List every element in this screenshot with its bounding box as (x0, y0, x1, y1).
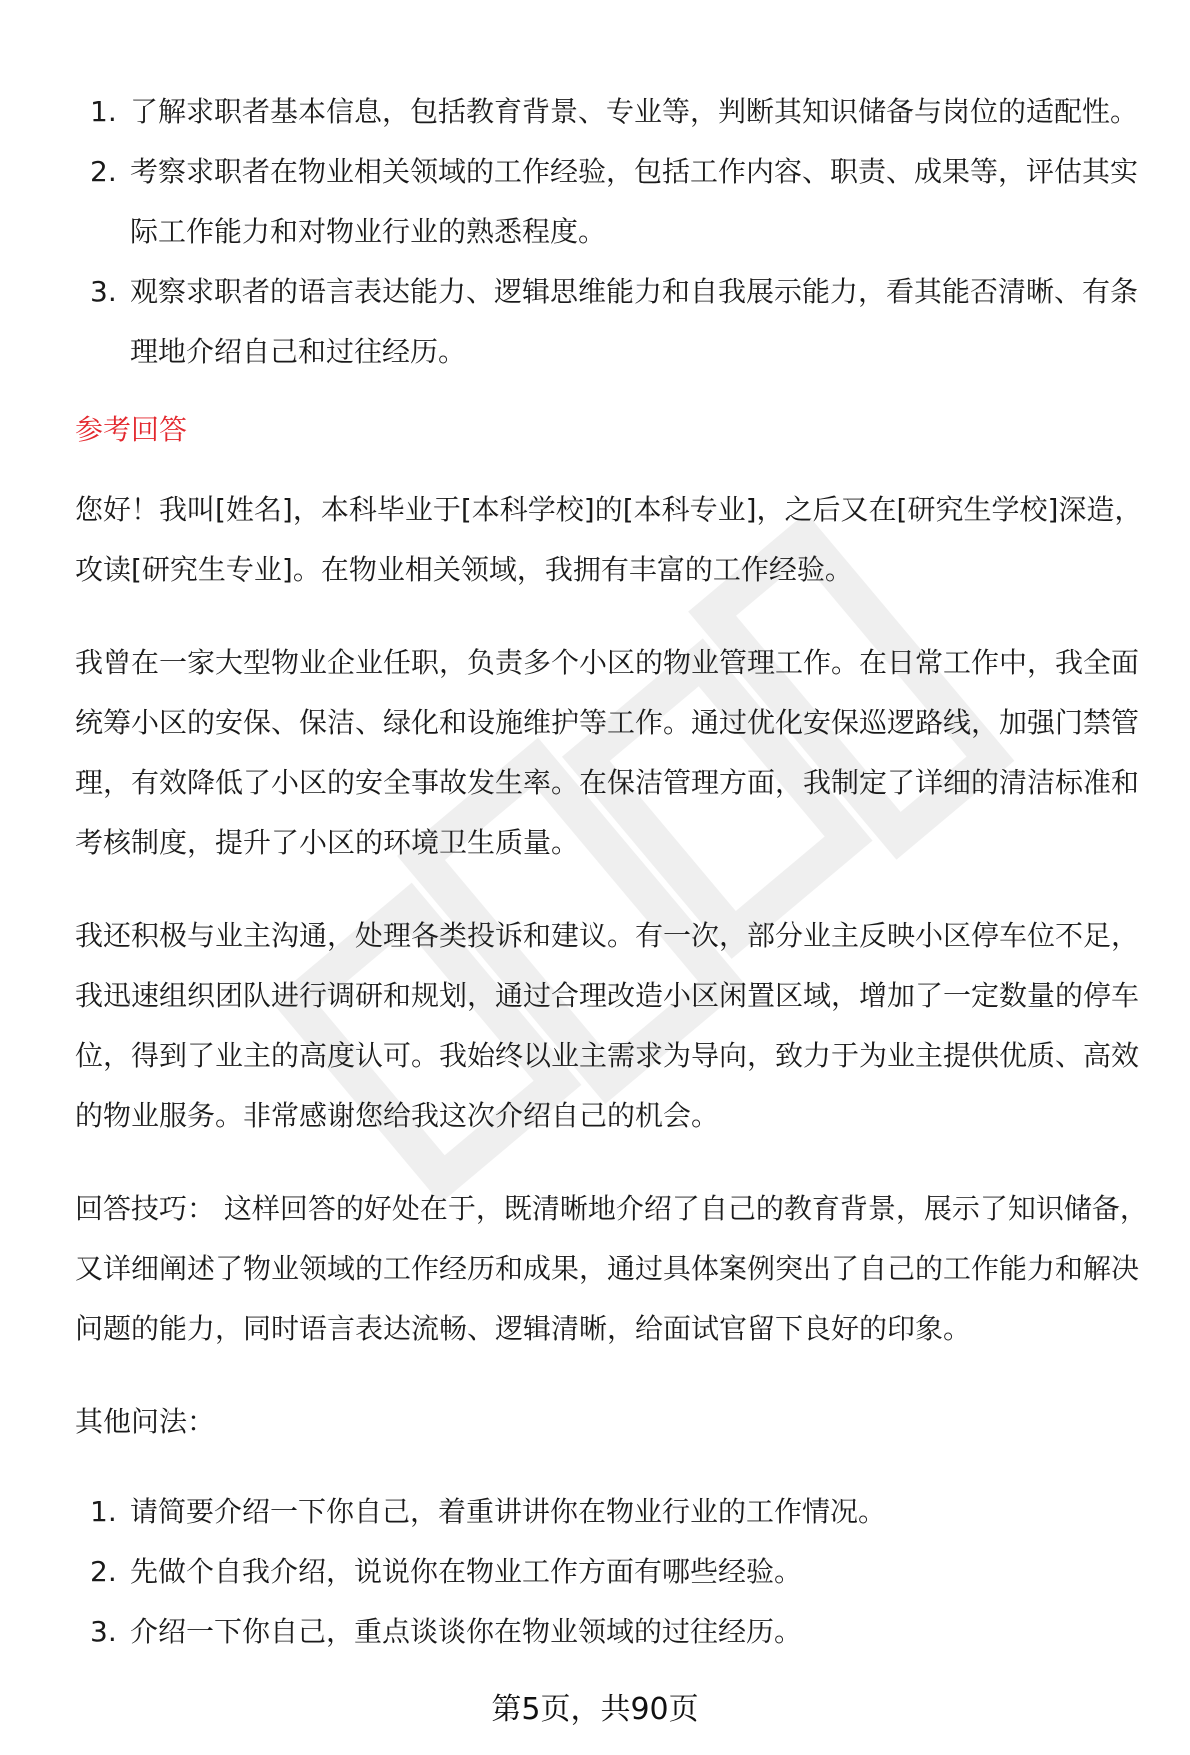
list-item-text: 先做个自我介绍，说说你在物业工作方面有哪些经验。 (130, 1555, 803, 1588)
tips-paragraph: 回答技巧： 这样回答的好处在于，既清晰地介绍了自己的教育背景，展示了知识储备，又详细阐述了物业领域的工作经历和成果，通过具体案例突出了自己的工作能力和解决问题的能力，同时语言表达流畅、逻辑清晰，给面试官留下良好的印象。 (75, 1192, 1148, 1345)
list-number: 1. (90, 1495, 117, 1528)
answer-paragraph: 我曾在一家大型物业企业任职，负责多个小区的物业管理工作。在日常工作中，我全面统筹小区的安保、保洁、绿化和设施维护等工作。通过优化安保巡逻路线，加强门禁管理，有效降低了小区的安全事故发生率。在保洁管理方面，我制定了详细的清洁标准和考核制度，提升了小区的环境卫生质量。 (75, 646, 1140, 859)
answer-paragraph: 您好！我叫[姓名]，本科毕业于[本科学校]的[本科专业]，之后又在[研究生学校]深造，攻读[研究生专业]。在物业相关领域，我拥有丰富的工作经验。 (75, 493, 1143, 586)
list-number: 1. (90, 95, 117, 128)
list-item-text: 了解求职者基本信息，包括教育背景、专业等，判断其知识储备与岗位的适配性。 (130, 95, 1139, 128)
list-number: 3. (90, 275, 117, 308)
list-item (75, 1602, 1165, 1662)
content-area (75, 82, 1165, 1662)
intro-list (75, 82, 1165, 382)
list-number: 3. (90, 1615, 117, 1648)
list-number: 2. (90, 1555, 117, 1588)
other-questions-label: 其他问法： (75, 1405, 216, 1438)
other-questions-list (75, 1482, 1165, 1662)
list-item (75, 142, 1165, 262)
list-number: 2. (90, 155, 117, 188)
list-item (75, 1542, 1165, 1602)
list-item-text: 请简要介绍一下你自己，着重讲讲你在物业行业的工作情况。 (130, 1495, 887, 1528)
list-item-text: 考察求职者在物业相关领域的工作经验，包括工作内容、职责、成果等，评估其实际工作能力和对物业行业的熟悉程度。 (130, 155, 1139, 248)
list-item (75, 262, 1165, 382)
answer-paragraph: 我还积极与业主沟通，处理各类投诉和建议。有一次，部分业主反映小区停车位不足，我迅速组织团队进行调研和规划，通过合理改造小区闲置区域，增加了一定数量的停车位，得到了业主的高度认可。我始终以业主需求为导向，致力于为业主提供优质、高效的物业服务。非常感谢您给我这次介绍自己的机会。 (75, 919, 1140, 1132)
list-item-text: 观察求职者的语言表达能力、逻辑思维能力和自我展示能力，看其能否清晰、有条理地介绍自己和过往经历。 (130, 275, 1139, 368)
reference-answer-heading: 参考回答 (75, 413, 188, 446)
list-item (75, 1482, 1165, 1542)
list-item-text: 介绍一下你自己，重点谈谈你在物业领域的过往经历。 (130, 1615, 803, 1648)
page-number-footer: 第5页，共90页 (491, 1692, 699, 1727)
list-item (75, 82, 1165, 142)
